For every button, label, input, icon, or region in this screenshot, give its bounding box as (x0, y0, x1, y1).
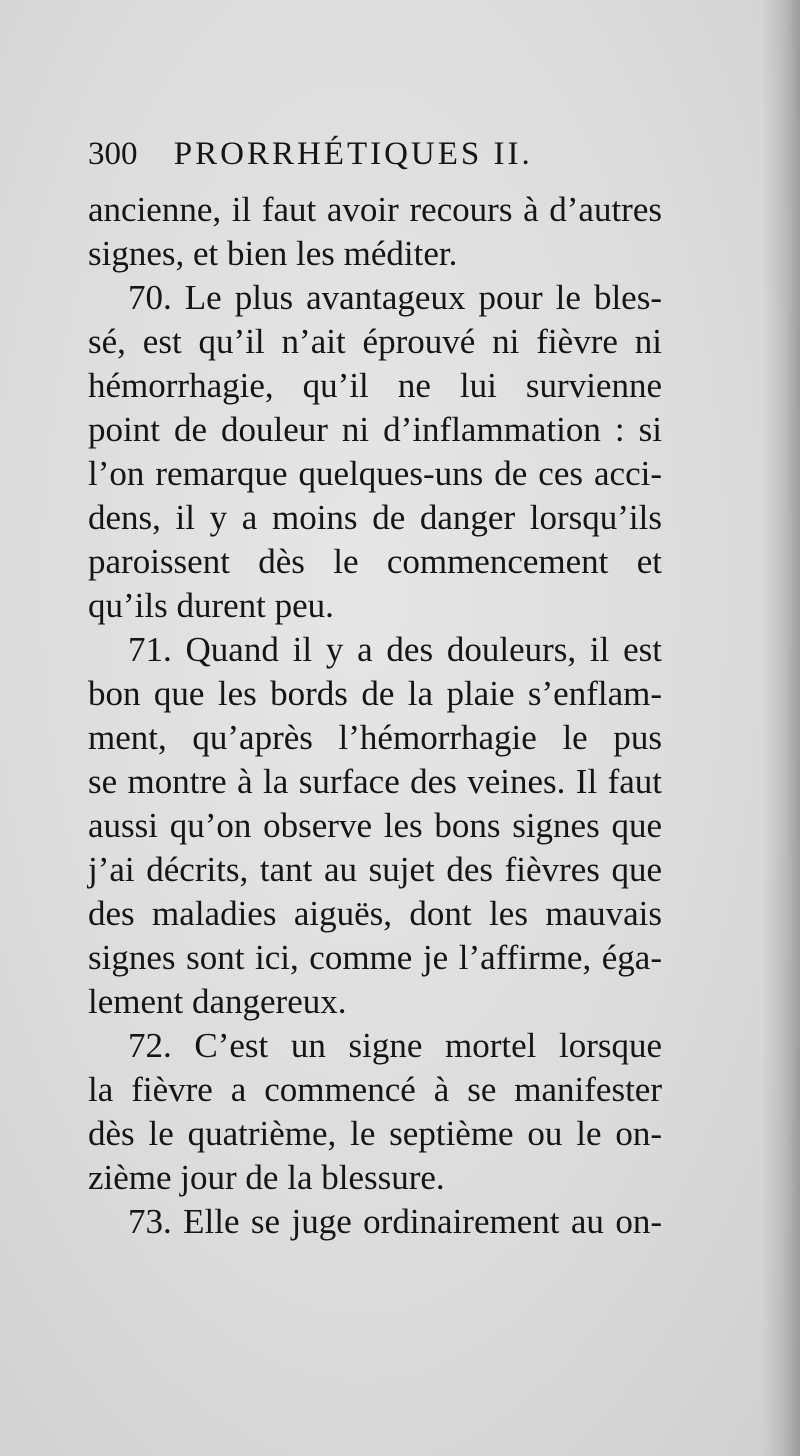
text-line: sé, est qu’il n’ait éprouvé ni fièvre ni (88, 322, 662, 361)
paragraph-72-first-line: 72. C’est un signe mortel lorsque (128, 1026, 662, 1065)
text-line: point de douleur ni d’inflammation : si (88, 410, 662, 449)
text-line: zième jour de la blessure. (88, 1158, 445, 1197)
running-head (88, 132, 533, 176)
paragraph-70-first-line: 70. Le plus avantageux pour le bles- (128, 278, 662, 317)
text-line: ment, qu’après l’hémorrhagie le pus (88, 718, 662, 757)
text-line: se montre à la surface des veines. Il faut (88, 762, 662, 801)
text-line: dens, il y a moins de danger lorsqu’ils (88, 498, 662, 537)
text-line: paroissent dès le commencement et (88, 542, 662, 581)
page-number: 300 (88, 136, 138, 172)
text-line: la fièvre a commencé à se manifester (88, 1070, 662, 1109)
paragraph-73-first-line: 73. Elle se juge ordinairement au on- (128, 1202, 662, 1241)
text-line: dès le quatrième, le septième ou le on- (88, 1114, 662, 1153)
text-line: l’on remarque quelques-uns de ces acci- (88, 454, 662, 493)
text-line: j’ai décrits, tant au sujet des fièvres que (88, 850, 662, 889)
text-line: qu’ils durent peu. (88, 586, 334, 625)
paragraph-71-first-line: 71. Quand il y a des douleurs, il est (128, 630, 662, 669)
running-title: PRORRHÉTIQUES II. (173, 136, 533, 172)
text-line: aussi qu’on observe les bons signes que (88, 806, 662, 845)
text-line: des maladies aiguës, dont les mauvais (88, 894, 662, 933)
page-gutter-shadow (762, 0, 800, 1456)
text-line: hémorrhagie, qu’il ne lui survienne (88, 366, 662, 405)
text-line: signes, et bien les méditer. (88, 234, 458, 273)
text-line: lement dangereux. (88, 982, 347, 1021)
text-line: signes sont ici, comme je l’affirme, éga- (88, 938, 662, 977)
text-line: bon que les bords de la plaie s’enflam- (88, 674, 662, 713)
text-line: ancienne, il faut avoir recours à d’autres (88, 190, 662, 229)
